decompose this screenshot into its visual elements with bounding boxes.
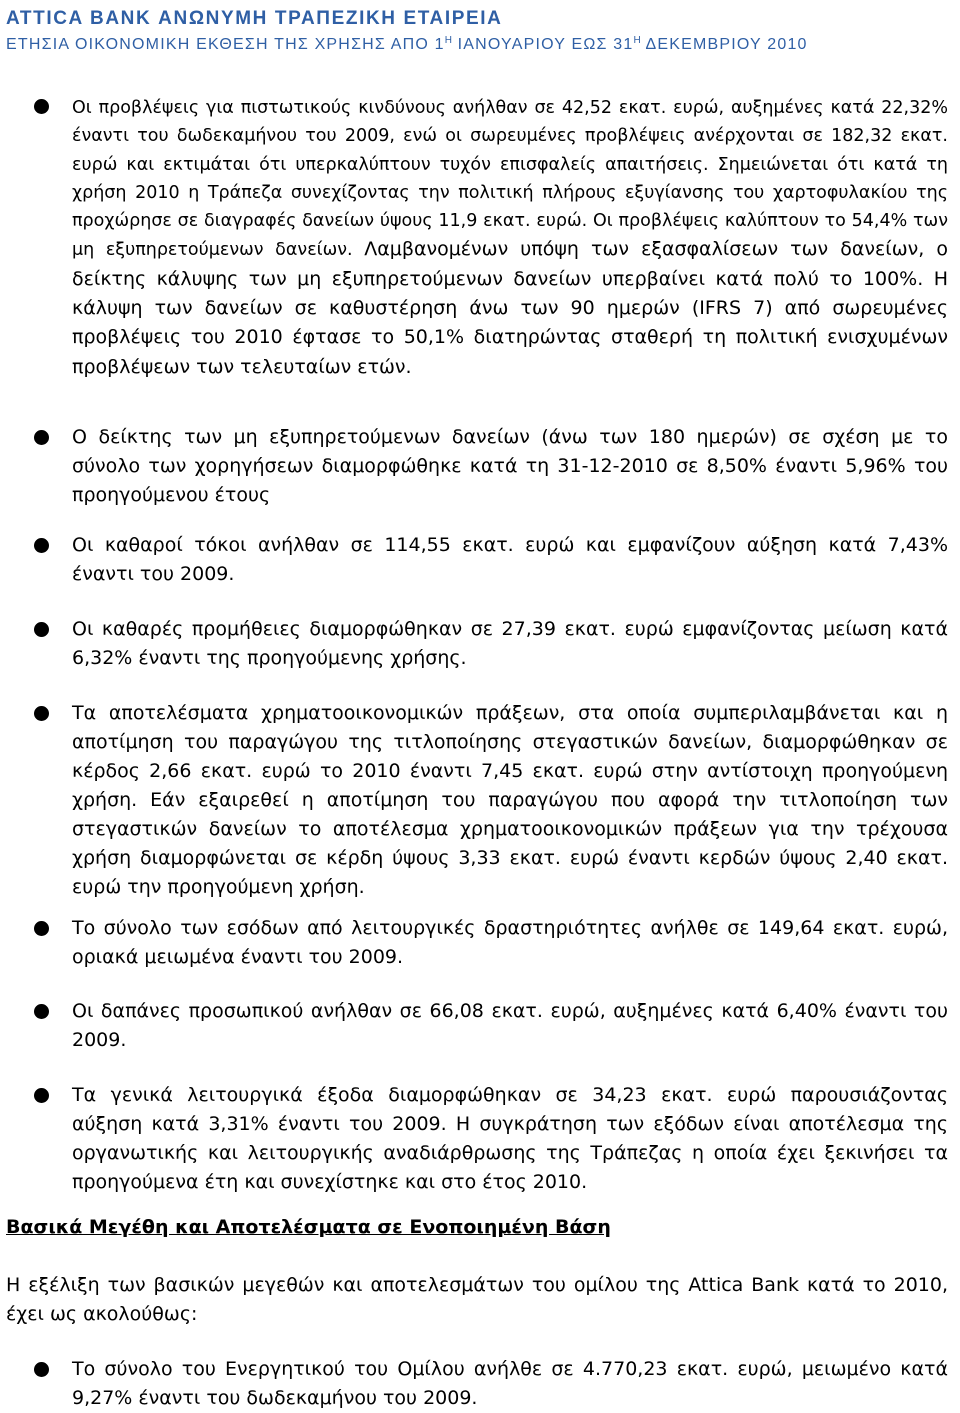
paragraph-general-expenses: Τα γενικά λειτουργικά έξοδα διαμορφώθηκαν σε 34,23 εκατ. ευρώ παρουσιάζοντας αύξηση κατά 3,31% έναντι του 2009. Η συγκράτηση των εξόδων είναι αποτέλεσμα της οργανωτικής και λειτουργικής αναδιάρθρωσης της Τράπεζας η οποία έχει ξεκινήσει τα προηγούμενα έτη και συνεχίστηκε και στο έτος 2010. (72, 1084, 948, 1193)
subtitle-part-1: ΕΤΗΣΙΑ ΟΙΚΟΝΟΜΙΚΗ ΕΚΘΕΣΗ ΤΗΣ ΧΡΗΣΗΣ ΑΠΟ 1 (6, 36, 445, 53)
section-heading: Βασικά Μεγέθη και Αποτελέσματα σε Ενοποιημένη Βάση (6, 1216, 611, 1238)
paragraph-provisions-text-b: Λαμβανομένων υπόψη των εξασφαλίσεων των δανείων, ο δείκτης κάλυψης των μη εξυπηρετούμενων δανείων υπερβαίνει κατά πολύ το 100%. Η κάλυψη των δανείων σε καθυστέρηση άνω των 90 ημερών (IFRS 7) από σωρευμένες προβλέψεις του 2010 έφτασε το 50,1% διατηρώντας σταθερή τη πολιτική ενισχυμένων προβλέψεων των τελευταίων ετών. (72, 238, 948, 378)
paragraph-operating-income: Το σύνολο των εσόδων από λειτουργικές δραστηριότητες ανήλθε σε 149,64 εκατ. ευρώ, οριακά μειωμένα έναντι του 2009. (72, 917, 948, 968)
report-header (0, 0, 960, 64)
bank-name-title: ATTICA BANK ΑΝΩΝΥΜΗ ΤΡΑΠΕΖΙΚΗ ΕΤΑΙΡΕΙΑ (6, 8, 503, 29)
bullet-dot (34, 622, 49, 637)
bullet-dot (34, 921, 49, 936)
paragraph-net-commissions: Οι καθαρές προμήθειες διαμορφώθηκαν σε 27,39 εκατ. ευρώ εμφανίζοντας μείωση κατά 6,32% έναντι της προηγούμενης χρήσης. (72, 618, 948, 669)
paragraph-net-interest: Οι καθαροί τόκοι ανήλθαν σε 114,55 εκατ. ευρώ και εμφανίζουν αύξηση κατά 7,43% έναντι του 2009. (72, 534, 948, 585)
paragraph-staff-costs: Οι δαπάνες προσωπικού ανήλθαν σε 66,08 εκατ. ευρώ, αυξημένες κατά 6,40% έναντι του 2009. (72, 1000, 948, 1051)
report-subtitle (6, 35, 808, 54)
bullet-dot (34, 538, 49, 553)
subtitle-part-3: ΔΕΚΕΜΒΡΙΟΥ 2010 (640, 36, 808, 53)
bullet-dot (34, 1088, 49, 1103)
paragraph-total-assets: Το σύνολο του Ενεργητικού του Ομίλου ανήλθε σε 4.770,23 εκατ. ευρώ, μειωμένο κατά 9,27% έναντι του δωδεκαμήνου του 2009. (72, 1358, 948, 1409)
subtitle-superscript-1: Η (444, 35, 453, 46)
subtitle-part-2: ΙΑΝΟΥΑΡΙΟΥ ΕΩΣ 31 (452, 36, 634, 53)
bullet-dot (34, 99, 49, 114)
bullet-dot (34, 1004, 49, 1019)
paragraph-provisions (72, 94, 948, 382)
bullet-dot (34, 1362, 49, 1377)
paragraph-financial-operations: Τα αποτελέσματα χρηματοοικονομικών πράξεων, στα οποία συμπεριλαμβάνεται και η αποτίμηση του παραγώγου της τιτλοποίησης στεγαστικών δανείων, διαμορφώθηκαν σε κέρδος 2,66 εκατ. ευρώ το 2010 έναντι 7,45 εκατ. ευρώ στην αντίστοιχη προηγούμενη χρήση. Εάν εξαιρεθεί η αποτίμηση του παραγώγου που αφορά την τιτλοποίηση των στεγαστικών δανείων το αποτέλεσμα χρηματοοικονομικών πράξεων για την τρέχουσα χρήση διαμορφώνεται σε κέρδη ύψους 3,33 εκατ. ευρώ έναντι κερδών ύψους 2,40 εκατ. ευρώ την προηγούμενη χρήση. (72, 702, 948, 898)
subtitle-superscript-2: Η (633, 35, 641, 46)
paragraph-npl-ratio: Ο δείκτης των μη εξυπηρετούμενων δανείων (άνω των 180 ημερών) σε σχέση με το σύνολο των χορηγήσεων διαμορφώθηκε κατά τη 31-12-2010 σε 8,50% έναντι 5,96% του προηγούμενου έτους (72, 426, 948, 506)
bullet-dot (34, 706, 49, 721)
bullet-dot (34, 430, 49, 445)
section-intro: Η εξέλιξη των βασικών μεγεθών και αποτελεσμάτων του ομίλου της Attica Bank κατά το 2010, έχει ως ακολούθως: (6, 1274, 948, 1325)
paragraph-provisions-text: Οι προβλέψεις για πιστωτικούς κινδύνους ανήλθαν σε 42,52 εκατ. ευρώ, αυξημένες κατά 22,32% έναντι του δωδεκαμήνου του 2009, ενώ οι σωρευμένες προβλέψεις ανέρχονται σε 182,32 εκατ. ευρώ και εκτιμάται ότι υπερκαλύπτουν τυχόν επισφαλείς απαιτήσεις. Σημειώνεται ότι κατά τη χρήση 2010 η Τράπεζα συνεχίζοντας την πολιτική πλήρους εξυγίανσης του χαρτοφυλακίου της προχώρησε σε διαγραφές δανείων ύψους 11,9 εκατ. ευρώ. Οι προβλέψεις καλύπτουν το 54,4% των μη εξυπηρετούμενων δανείων. (72, 98, 948, 261)
